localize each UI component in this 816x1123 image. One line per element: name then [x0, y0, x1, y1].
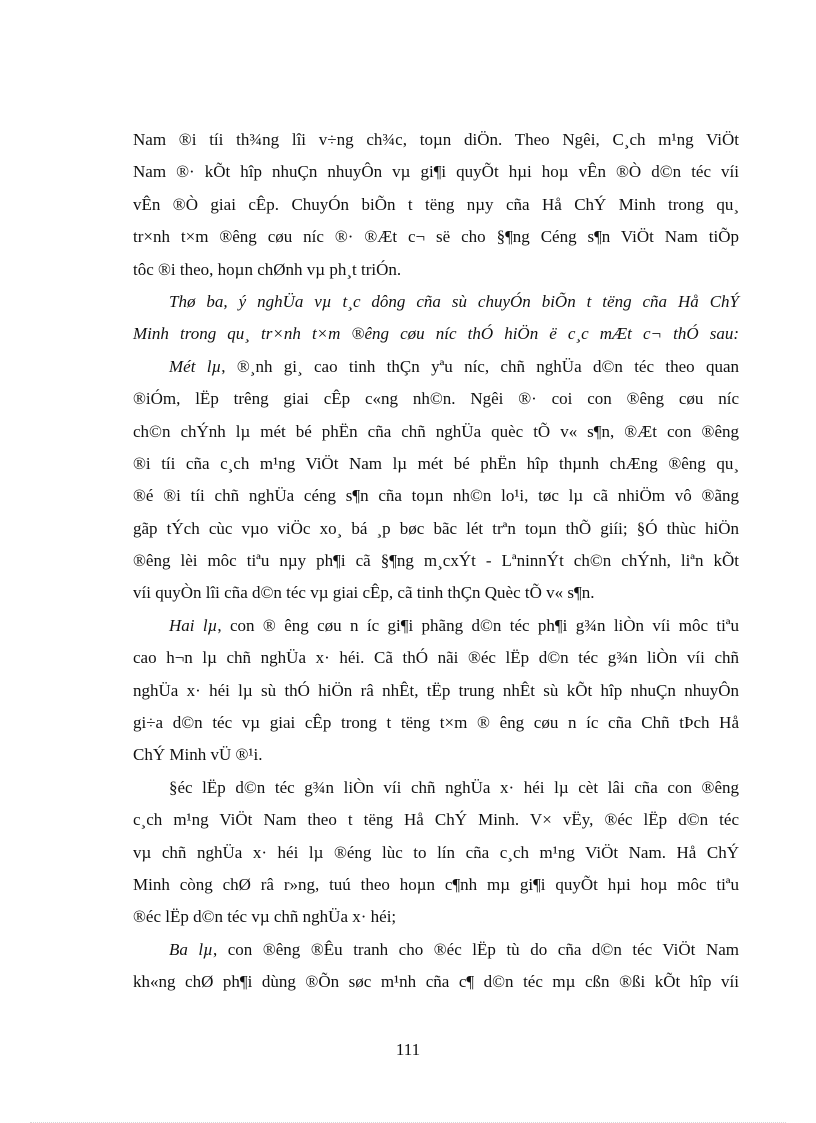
text-line: Nam ®i tíi th¾ng lîi v÷ng ch¾c, toµn diÖn. Theo Ngêi, C¸ch m¹ng ViÖt — [133, 130, 739, 149]
text-line: ch©n chÝnh lµ mét bé phËn cña chñ nghÜa quèc tÕ v« s¶n, ®Æt con ®êng — [133, 421, 739, 441]
text-line: ®êng lèi môc tiªu nµy ph¶i cã §¶ng m¸cxÝt - LªninnÝt ch©n chÝnh, liªn kÕt — [133, 551, 739, 571]
text-line: ®i tíi cña c¸ch m¹ng ViÖt Nam lµ mét bé phËn hîp thµnh chÆng ®êng qu¸ — [133, 453, 739, 473]
page-number: 111 — [395, 1040, 421, 1059]
text-line: ®é ®i tíi chñ nghÜa céng s¶n cña toµn nh©n lo¹i, tøc lµ cã nhiÖm vô ®ãng — [133, 486, 739, 506]
text-line: tr×nh t×m ®êng cøu níc ®· ®Æt c¬ së cho §¶ng Céng s¶n ViÖt Nam tiÕp — [133, 227, 739, 247]
text-line: §éc lËp d©n téc g¾n liÒn víi chñ nghÜa x· héi lµ cèt lâi cña con ®êng — [169, 777, 739, 797]
text-line: Minh trong qu¸ tr×nh t×m ®êng cøu níc thÓ hiÖn ë c¸c mÆt c¬ thÓ sau: — [133, 324, 739, 344]
text-line: Hai lµ, con ® êng cøu n íc gi¶i phãng d©n téc ph¶i g¾n liÒn víi môc tiªu — [169, 615, 739, 635]
text-line: kh«ng chØ ph¶i dùng ®Õn søc m¹nh cña c¶ d©n téc mµ cßn ®ßi kÕt hîp víi — [133, 972, 739, 992]
text-line: Ba lµ, con ®êng ®Êu tranh cho ®éc lËp tù do cña d©n téc ViÖt Nam — [169, 939, 739, 959]
text-line: Thø ba, ý nghÜa vµ t¸c dông cña sù chuyÓn biÕn t tëng cña Hå ChÝ — [169, 291, 739, 311]
text-line: vÊn ®Ò giai cÊp. ChuyÓn biÕn t tëng nµy cña Hå ChÝ Minh trong qu¸ — [133, 194, 739, 214]
text-line: nghÜa x· héi lµ sù thÓ hiÖn râ nhÊt, tËp trung nhÊt sù kÕt hîp nhuÇn nhuyÔn — [133, 680, 739, 700]
text-line: tôc ®i theo, hoµn chØnh vµ ph¸t triÓn. — [133, 259, 402, 279]
text-line: gãp tÝch cùc vµo viÖc xo¸ bá ¸p bøc bãc lét trªn toµn thÕ giíi; §Ó thùc hiÖn — [133, 518, 739, 538]
text-line: Mét lµ, ®¸nh gi¸ cao tinh thÇn yªu níc, chñ nghÜa d©n téc theo quan — [169, 356, 739, 376]
body-text — [133, 124, 739, 999]
text-line: Minh còng chØ râ r»ng, tuú theo hoµn c¶nh mµ gi¶i quyÕt hµi hoµ môc tiªu — [133, 874, 739, 894]
text-line: ®iÓm, lËp trêng giai cÊp c«ng nh©n. Ngêi ®· coi con ®êng cøu níc — [133, 389, 739, 409]
text-line: ChÝ Minh vÜ ®¹i. — [133, 745, 263, 765]
text-line: gi÷a d©n téc vµ giai cÊp trong t tëng t×m ® êng cøu n íc cña Chñ tÞch Hå — [133, 713, 739, 733]
text-line: ®éc lËp d©n téc vµ chñ nghÜa x· héi; — [133, 907, 397, 927]
text-line: cao h¬n lµ chñ nghÜa x· héi. Cã thÓ nãi ®éc lËp d©n téc g¾n liÒn víi chñ — [133, 648, 739, 668]
text-line: víi quyÒn lîi cña d©n téc vµ giai cÊp, cã tinh thÇn Quèc tÕ v« s¶n. — [133, 583, 595, 603]
text-line: Nam ®· kÕt hîp nhuÇn nhuyÔn vµ gi¶i quyÕt hµi hoµ vÊn ®Ò d©n téc víi — [133, 162, 739, 182]
text-line: vµ chñ nghÜa x· héi lµ ®éng lùc to lín cña c¸ch m¹ng ViÖt Nam. Hå ChÝ — [133, 842, 739, 862]
text-line: c¸ch m¹ng ViÖt Nam theo t tëng Hå ChÝ Minh. V× vËy, ®éc lËp d©n téc — [133, 810, 739, 830]
